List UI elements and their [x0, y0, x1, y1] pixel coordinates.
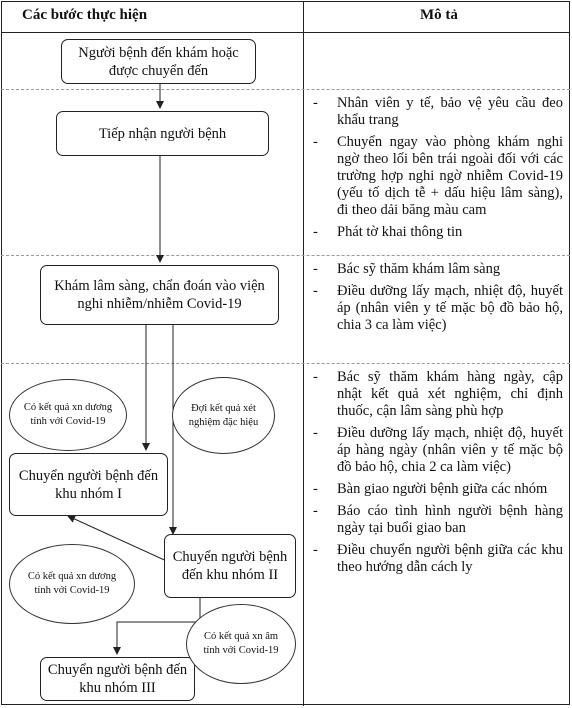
note-negative-result: Có kết quả xn âm tính với Covid-19 [186, 604, 296, 684]
step-group-1: Chuyển người bệnh đến khu nhóm I [9, 453, 168, 516]
desc-item: - Bàn giao người bệnh giữa các nhóm [305, 481, 563, 498]
note-awaiting-test: Đợi kết quả xét nghiệm đặc hiệu [172, 377, 275, 454]
desc-item: - Điều chuyển người bệnh giữa các khu theo hướng dẫn cách ly [305, 542, 563, 576]
header-steps: Các bước thực hiện [22, 7, 148, 23]
desc-item: - Phát tờ khai thông tin [305, 224, 563, 241]
desc-reception [305, 95, 563, 246]
step-reception: Tiếp nhận người bệnh [56, 111, 269, 156]
step-clinical-exam: Khám lâm sàng, chẩn đoán vào viện nghi nhiễm/nhiễm Covid-19 [40, 265, 279, 325]
desc-item: - Bác sỹ thăm khám hàng ngày, cập nhật kết quả xét nghiệm, chỉ định thuốc, cận lâm sàng phù hợp [305, 369, 563, 420]
step-group-2: Chuyển người bệnh đến khu nhóm II [164, 534, 296, 598]
header-description: Mô tả [420, 7, 458, 23]
desc-groups [305, 369, 563, 581]
desc-item: - Nhân viên y tế, bảo vệ yêu cầu đeo khẩu trang [305, 95, 563, 129]
desc-item: - Điều dưỡng lấy mạch, nhiệt độ, huyết áp hàng ngày (nhân viên y tế mặc bộ đồ bảo hộ, chia 2 ca làm việc) [305, 425, 563, 476]
note-positive-result-2: Có kết quả xn dương tính với Covid-19 [9, 544, 135, 624]
step-group-3: Chuyển người bệnh đến khu nhóm III [40, 657, 195, 701]
step-patient-arrival: Người bệnh đến khám hoặc được chuyển đến [61, 39, 256, 84]
desc-item: - Chuyển ngay vào phòng khám nghi ngờ theo lối bên trái ngoài đối với các trường hợp nghi ngờ nhiễm Covid-19 (yếu tố dịch tễ + dấu hiệu lâm sàng), đi theo dải băng màu cam [305, 134, 563, 219]
desc-exam [305, 261, 563, 339]
desc-item: - Báo cáo tình hình người bệnh hàng ngày tại buổi giao ban [305, 503, 563, 537]
desc-item: - Điều dưỡng lấy mạch, nhiệt độ, huyết áp (nhân viên y tế mặc bộ đồ bảo hộ, chia 3 ca làm việc) [305, 283, 563, 334]
desc-item: - Bác sỹ thăm khám lâm sàng [305, 261, 563, 278]
note-positive-result-1: Có kết quả xn dương tính với Covid-19 [9, 379, 127, 451]
